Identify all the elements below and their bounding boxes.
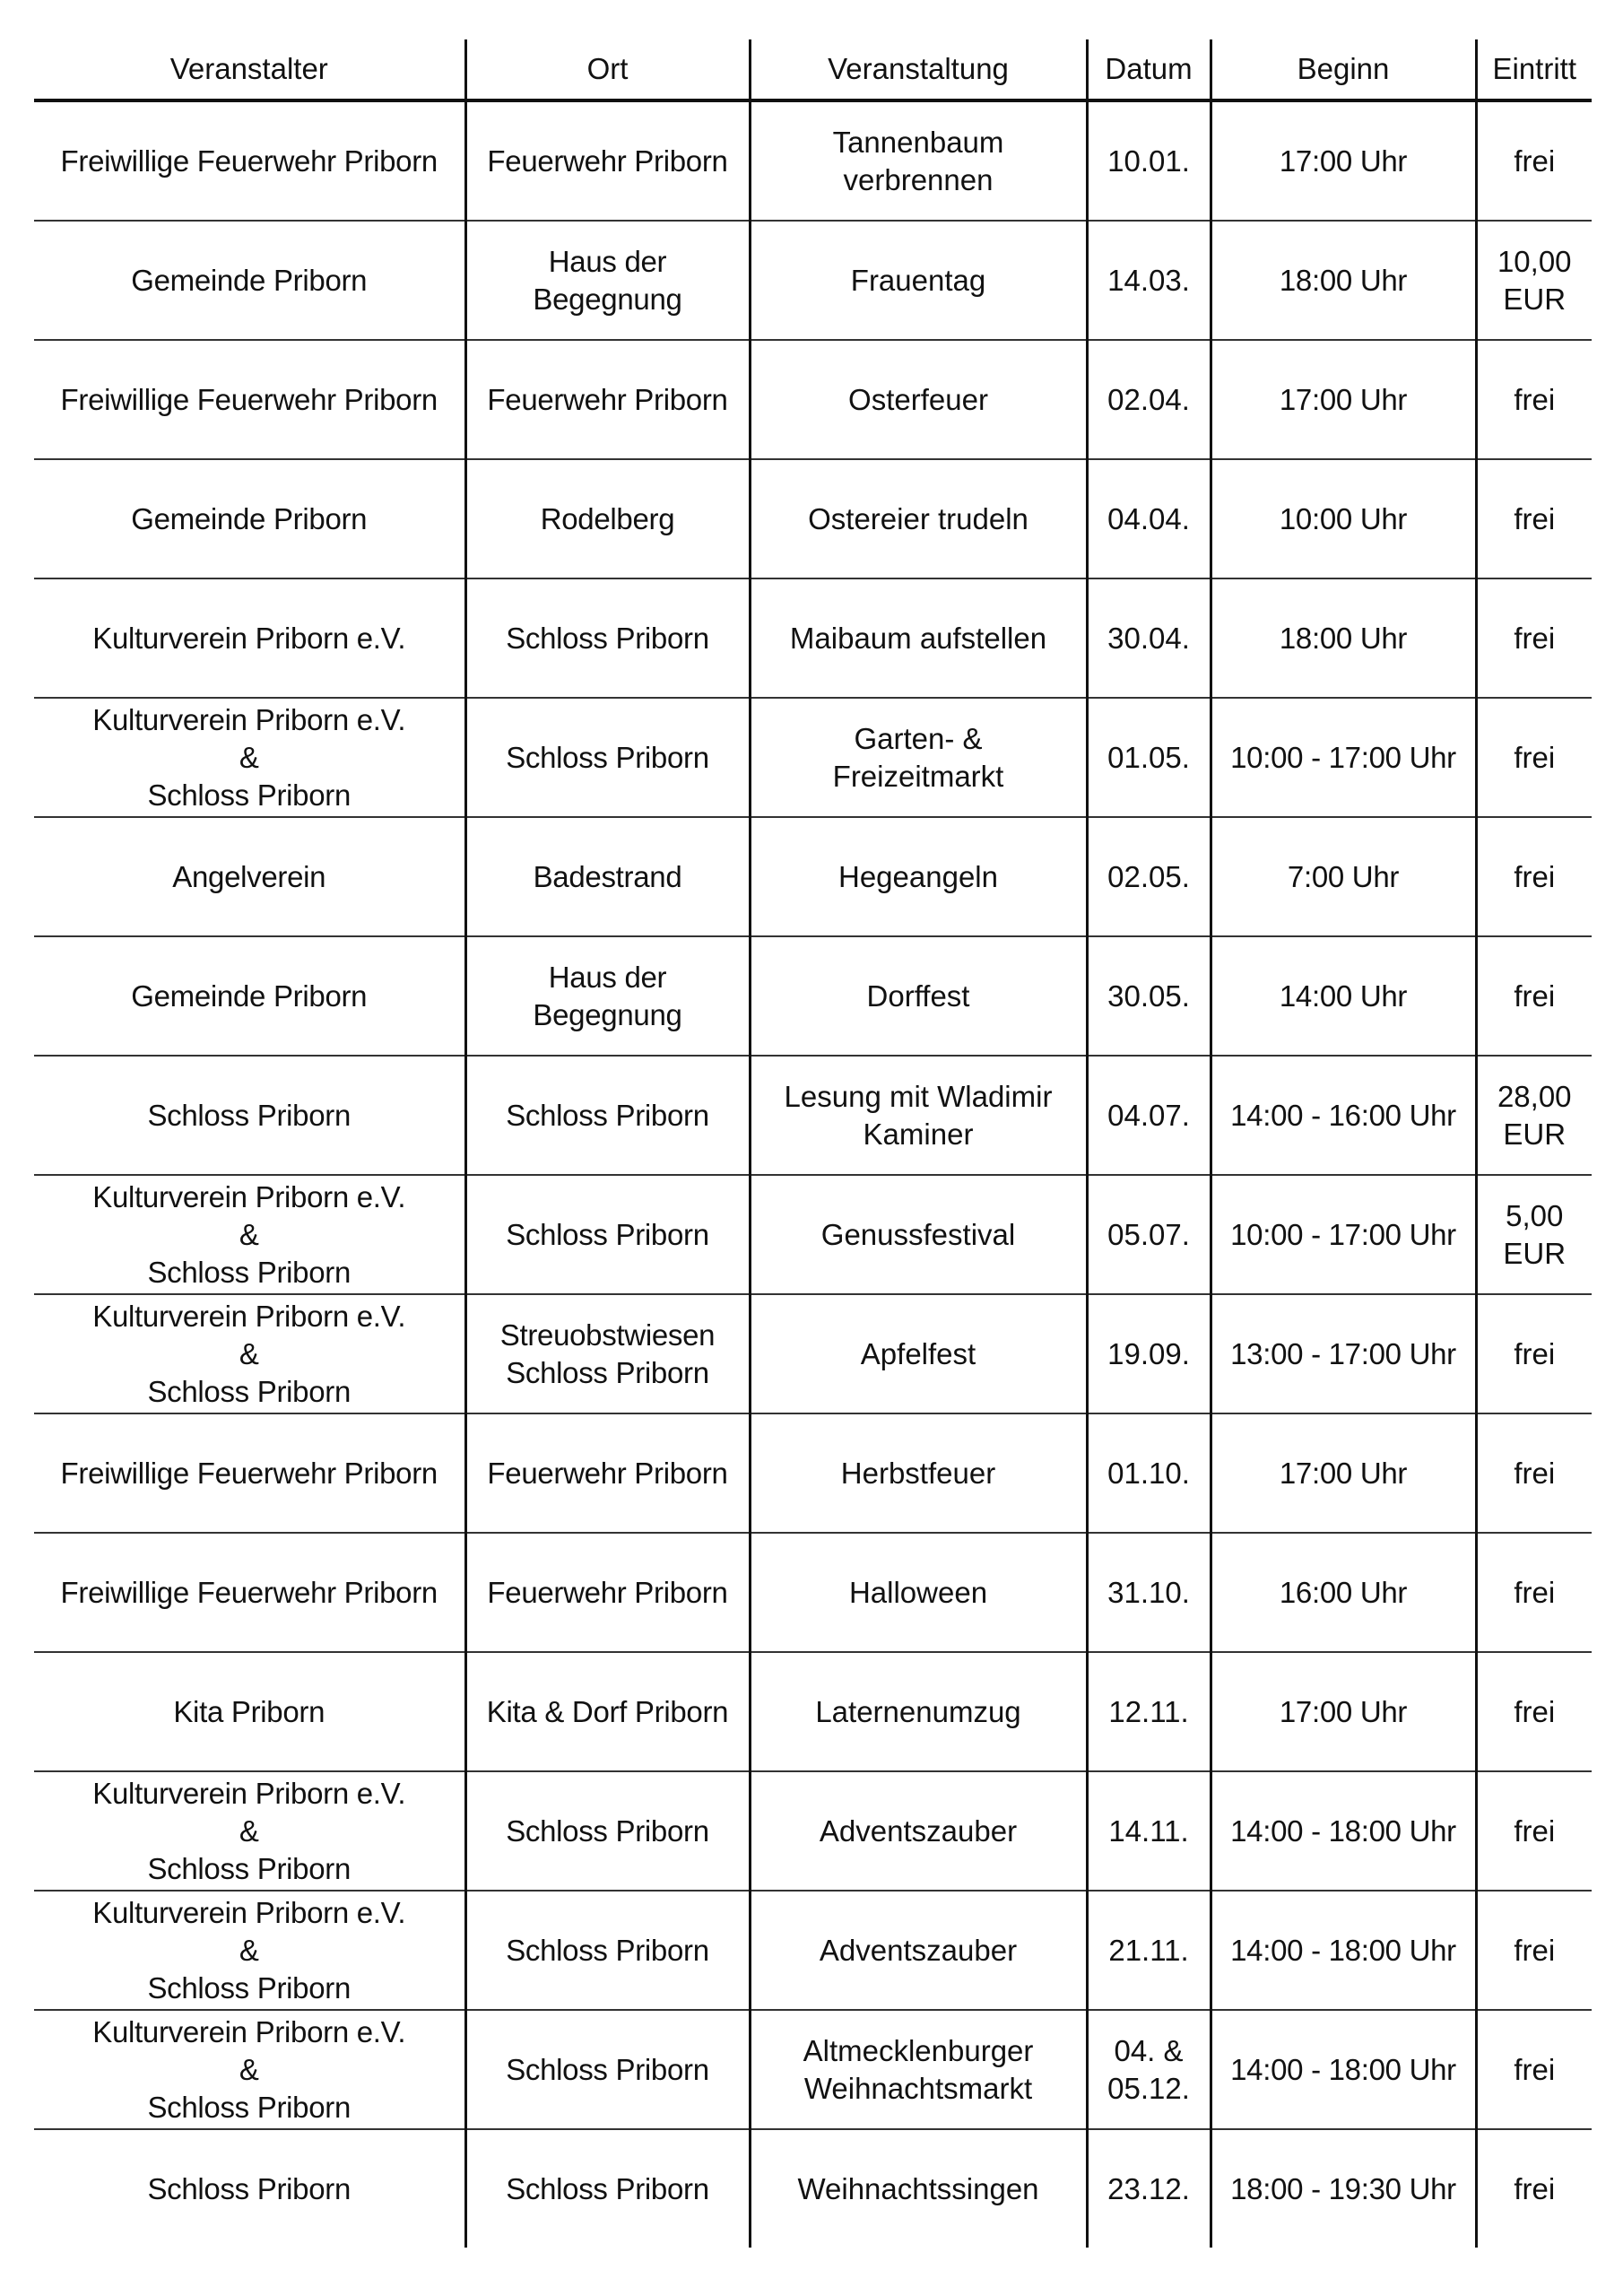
cell-veranstalter: Kita Priborn [34, 1652, 465, 1771]
cell-ort: Badestrand [465, 817, 750, 936]
cell-eintritt: frei [1476, 698, 1592, 817]
cell-datum: 01.05. [1087, 698, 1211, 817]
table-row [34, 1413, 1592, 1533]
header-datum: Datum [1087, 39, 1211, 100]
cell-datum: 21.11. [1087, 1891, 1211, 2010]
cell-veranstaltung: Adventszauber [750, 1891, 1087, 2010]
cell-beginn: 18:00 - 19:30 Uhr [1211, 2129, 1476, 2248]
cell-veranstaltung: Herbstfeuer [750, 1413, 1087, 1533]
cell-ort: Kita & Dorf Priborn [465, 1652, 750, 1771]
cell-datum: 01.10. [1087, 1413, 1211, 1533]
table-row [34, 2129, 1592, 2248]
cell-veranstaltung: Dorffest [750, 936, 1087, 1056]
table-row [34, 340, 1592, 459]
cell-beginn: 7:00 Uhr [1211, 817, 1476, 936]
table-row [34, 578, 1592, 698]
cell-beginn: 14:00 - 16:00 Uhr [1211, 1056, 1476, 1175]
cell-veranstaltung: Osterfeuer [750, 340, 1087, 459]
cell-beginn: 14:00 - 18:00 Uhr [1211, 1891, 1476, 2010]
cell-eintritt: frei [1476, 1771, 1592, 1891]
cell-veranstalter: Kulturverein Priborn e.V. & Schloss Priborn [34, 1175, 465, 1294]
table-row [34, 936, 1592, 1056]
cell-veranstaltung: Hegeangeln [750, 817, 1087, 936]
cell-veranstaltung: Weihnachtssingen [750, 2129, 1087, 2248]
table-row [34, 698, 1592, 817]
cell-beginn: 10:00 Uhr [1211, 459, 1476, 578]
cell-ort: Rodelberg [465, 459, 750, 578]
cell-eintritt: frei [1476, 1413, 1592, 1533]
cell-veranstalter: Gemeinde Priborn [34, 459, 465, 578]
cell-beginn: 14:00 Uhr [1211, 936, 1476, 1056]
cell-veranstaltung: Ostereier trudeln [750, 459, 1087, 578]
cell-datum: 19.09. [1087, 1294, 1211, 1413]
cell-veranstalter: Angelverein [34, 817, 465, 936]
cell-ort: Streuobstwiesen Schloss Priborn [465, 1294, 750, 1413]
cell-datum: 23.12. [1087, 2129, 1211, 2248]
table-row [34, 1652, 1592, 1771]
cell-eintritt: frei [1476, 2129, 1592, 2248]
cell-beginn: 13:00 - 17:00 Uhr [1211, 1294, 1476, 1413]
cell-datum: 04. & 05.12. [1087, 2010, 1211, 2129]
cell-ort: Schloss Priborn [465, 1771, 750, 1891]
cell-eintritt: frei [1476, 1294, 1592, 1413]
cell-veranstalter: Freiwillige Feuerwehr Priborn [34, 340, 465, 459]
cell-eintritt: frei [1476, 340, 1592, 459]
cell-beginn: 17:00 Uhr [1211, 1413, 1476, 1533]
cell-veranstalter: Kulturverein Priborn e.V. & Schloss Priborn [34, 698, 465, 817]
cell-eintritt: 10,00 EUR [1476, 221, 1592, 340]
cell-datum: 14.11. [1087, 1771, 1211, 1891]
cell-veranstalter: Gemeinde Priborn [34, 936, 465, 1056]
cell-beginn: 16:00 Uhr [1211, 1533, 1476, 1652]
cell-datum: 05.07. [1087, 1175, 1211, 1294]
table-row [34, 221, 1592, 340]
cell-veranstalter: Kulturverein Priborn e.V. & Schloss Priborn [34, 2010, 465, 2129]
cell-veranstaltung: Tannenbaum verbrennen [750, 100, 1087, 221]
table-row [34, 1771, 1592, 1891]
cell-beginn: 18:00 Uhr [1211, 578, 1476, 698]
cell-datum: 04.04. [1087, 459, 1211, 578]
cell-veranstalter: Freiwillige Feuerwehr Priborn [34, 1533, 465, 1652]
cell-ort: Schloss Priborn [465, 698, 750, 817]
cell-ort: Schloss Priborn [465, 2129, 750, 2248]
cell-veranstalter: Gemeinde Priborn [34, 221, 465, 340]
header-eintritt: Eintritt [1476, 39, 1592, 100]
cell-eintritt: frei [1476, 459, 1592, 578]
cell-eintritt: frei [1476, 100, 1592, 221]
cell-beginn: 17:00 Uhr [1211, 340, 1476, 459]
cell-datum: 30.04. [1087, 578, 1211, 698]
header-veranstaltung: Veranstaltung [750, 39, 1087, 100]
cell-eintritt: 28,00 EUR [1476, 1056, 1592, 1175]
cell-eintritt: frei [1476, 1652, 1592, 1771]
cell-veranstalter: Schloss Priborn [147, 2171, 352, 2205]
cell-datum: 14.03. [1087, 221, 1211, 340]
cell-ort: Feuerwehr Priborn [465, 1413, 750, 1533]
cell-ort: Schloss Priborn [465, 1056, 750, 1175]
cell-veranstalter: Kulturverein Priborn e.V. & Schloss Priborn [34, 1771, 465, 1891]
cell-eintritt: frei [1476, 817, 1592, 936]
cell-eintritt: frei [1476, 1533, 1592, 1652]
cell-veranstaltung: Apfelfest [750, 1294, 1087, 1413]
cell-veranstaltung: Altmecklenburger Weihnachtsmarkt [750, 2010, 1087, 2129]
cell-veranstalter: Freiwillige Feuerwehr Priborn [34, 1413, 465, 1533]
cell-veranstaltung: Lesung mit Wladimir Kaminer [750, 1056, 1087, 1175]
table-row [34, 1294, 1592, 1413]
cell-ort: Schloss Priborn [465, 1891, 750, 2010]
events-table [34, 39, 1592, 2248]
cell-datum: 02.05. [1087, 817, 1211, 936]
cell-ort: Haus der Begegnung [465, 936, 750, 1056]
cell-beginn: 14:00 - 18:00 Uhr [1211, 2010, 1476, 2129]
cell-ort: Schloss Priborn [465, 1175, 750, 1294]
cell-veranstaltung: Laternenumzug [750, 1652, 1087, 1771]
cell-datum: 10.01. [1087, 100, 1211, 221]
cell-beginn: 17:00 Uhr [1211, 100, 1476, 221]
cell-veranstaltung: Genussfestival [750, 1175, 1087, 1294]
table-row [34, 1533, 1592, 1652]
cell-veranstalter: Kulturverein Priborn e.V. & Schloss Priborn [34, 1891, 465, 2010]
cell-datum: 30.05. [1087, 936, 1211, 1056]
cell-ort: Feuerwehr Priborn [465, 340, 750, 459]
cell-beginn: 10:00 - 17:00 Uhr [1211, 698, 1476, 817]
cell-beginn: 18:00 Uhr [1211, 221, 1476, 340]
cell-ort: Schloss Priborn [465, 578, 750, 698]
header-veranstalter: Veranstalter [34, 39, 465, 100]
table-row [34, 459, 1592, 578]
table-row [34, 100, 1592, 221]
cell-datum: 31.10. [1087, 1533, 1211, 1652]
cell-veranstaltung: Frauentag [750, 221, 1087, 340]
cell-ort: Feuerwehr Priborn [465, 100, 750, 221]
cell-ort: Haus der Begegnung [465, 221, 750, 340]
cell-datum: 12.11. [1087, 1652, 1211, 1771]
cell-ort: Schloss Priborn [465, 2010, 750, 2129]
cell-veranstalter: Freiwillige Feuerwehr Priborn [34, 100, 465, 221]
cell-beginn: 17:00 Uhr [1211, 1652, 1476, 1771]
table-header-row [34, 39, 1592, 100]
cell-eintritt: 5,00 EUR [1476, 1175, 1592, 1294]
cell-veranstaltung: Garten- & Freizeitmarkt [750, 698, 1087, 817]
cell-eintritt: frei [1476, 936, 1592, 1056]
cell-datum: 04.07. [1087, 1056, 1211, 1175]
cell-veranstaltung: Halloween [750, 1533, 1087, 1652]
cell-eintritt: frei [1476, 578, 1592, 698]
cell-eintritt: frei [1476, 1891, 1592, 2010]
table-row [34, 2010, 1592, 2129]
cell-datum: 02.04. [1087, 340, 1211, 459]
cell-ort: Feuerwehr Priborn [465, 1533, 750, 1652]
table-row [34, 817, 1592, 936]
cell-veranstaltung: Maibaum aufstellen [750, 578, 1087, 698]
table-row [34, 1891, 1592, 2010]
cell-beginn: 14:00 - 18:00 Uhr [1211, 1771, 1476, 1891]
cell-eintritt: frei [1476, 2010, 1592, 2129]
cell-veranstalter: Kulturverein Priborn e.V. [34, 578, 465, 698]
cell-veranstalter: Schloss Priborn [34, 1056, 465, 1175]
cell-veranstalter: Kulturverein Priborn e.V. & Schloss Priborn [34, 1294, 465, 1413]
cell-veranstaltung: Adventszauber [750, 1771, 1087, 1891]
table-row [34, 1175, 1592, 1294]
table-row [34, 1056, 1592, 1175]
header-beginn: Beginn [1211, 39, 1476, 100]
cell-beginn: 10:00 - 17:00 Uhr [1211, 1175, 1476, 1294]
header-ort: Ort [465, 39, 750, 100]
